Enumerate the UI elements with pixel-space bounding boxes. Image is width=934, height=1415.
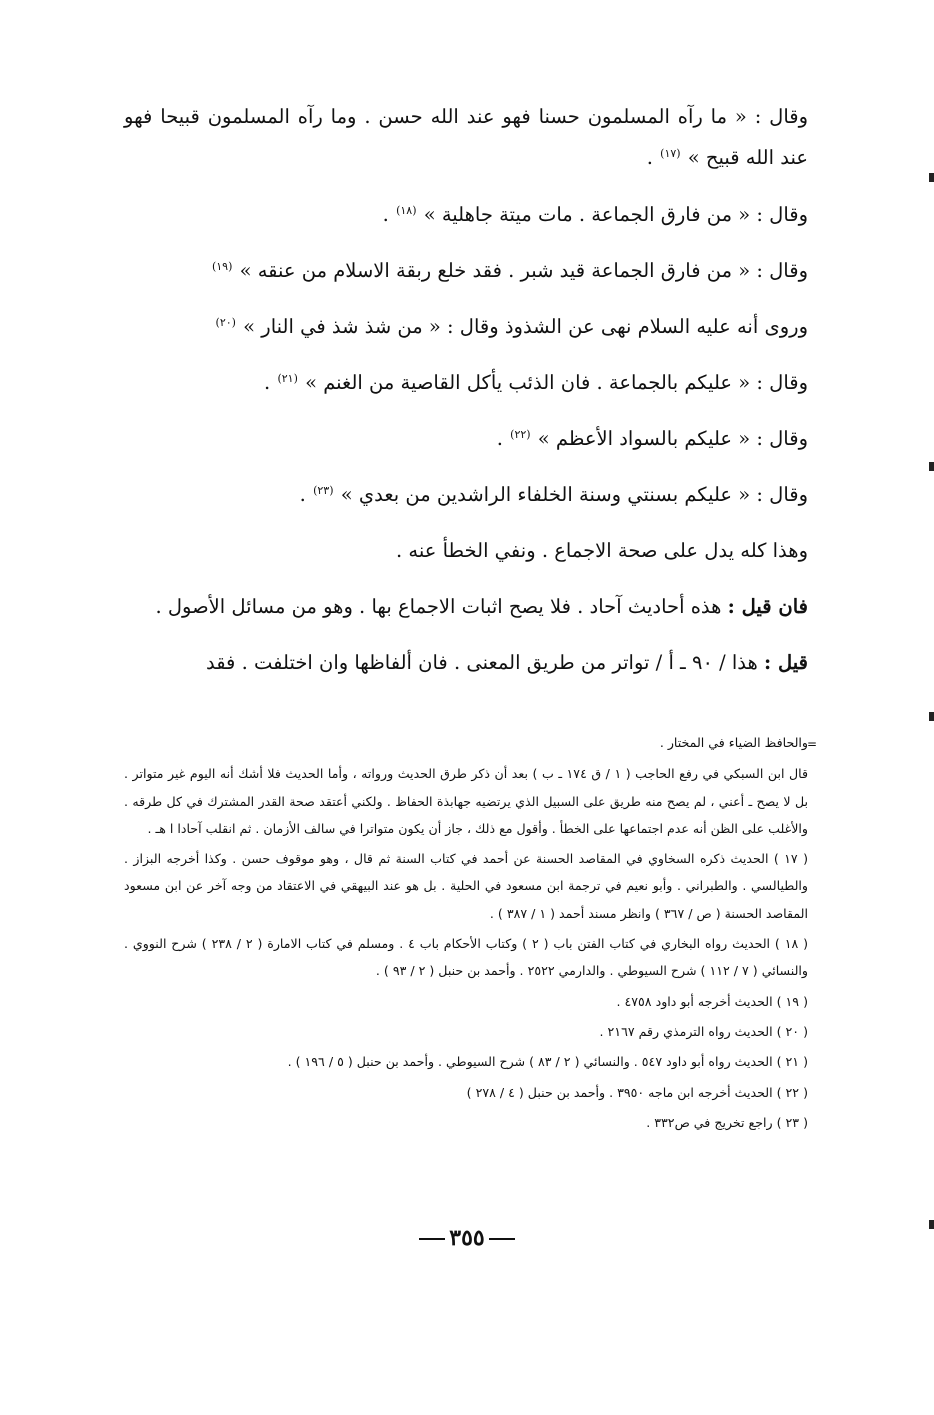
footnote-ref-22[interactable]: (٢٢) (510, 427, 531, 441)
paragraph-hadith-18: وقال : « من فارق الجماعة . مات ميتة جاهلية » $^{(١٨)}$ . (382, 203, 808, 226)
reply-keyword: قيل : (764, 651, 808, 674)
footnote-subki: قال ابن السبكي في رفع الحاجب ( ١ / ق ١٧٤ ـ ب ) بعد أن ذكر طرق الحديث ورواته ، وأما الحديث فلا أشك أنه اليوم غير متواتر . بل لا يصح ـ أعني ، لم يصح منه طريق على السبيل الذي يرتضيه جهابذة الحفاظ . ولكني أعتقد صحة القدر المشترك في كل طرقه . والأغلب على الظن أنه عدم اجتماعها على الخطأ . وأقول مع ذلك ، جاز أن يكون متواترا في سالف الأزمان . ثم انقلب آحادا ا هـ . (124, 766, 808, 836)
footnotes-section (124, 729, 808, 1139)
footnote-ref-18[interactable]: (١٨) (396, 203, 417, 217)
footnote-22: ( ٢٢ ) الحديث أخرجه ابن ماجه ٣٩٥٠ . وأحمد بن حنبل ( ٤ / ٢٧٨ ) (466, 1084, 808, 1100)
objection-keyword: فان قيل : (727, 595, 808, 618)
footnote-ref-23[interactable]: (٢٣) (313, 483, 334, 497)
scan-edge-mark (929, 1220, 934, 1229)
footnote-continuation: والحافظ الضياء في المختار . (659, 735, 808, 750)
footnote-ref-17[interactable]: (١٧) (660, 146, 681, 160)
footnote-17: ( ١٧ ) الحديث ذكره السخاوي في المقاصد الحسنة عن أحمد في كتاب السنة ثم قال ، وهو موقوف حسن . وكذا أخرجه البزاز . والطيالسي . والطبراني . وأبو نعيم في ترجمة ابن مسعود في الحلية . بل هو عند البيهقي في الاعتقاد من وجه آخر عن ابن مسعود المقاصد الحسنة ( ص / ٣٦٧ ) وانظر مسند أحمد ( ١ / ٣٨٧ ) . (124, 851, 808, 921)
footnote-18: ( ١٨ ) الحديث رواه البخاري في كتاب الفتن باب ( ٢ ) وكتاب الأحكام باب ٤ . ومسلم في كتاب الامارة ( ٢ / ٢٣٨ ) شرح النووي . والنسائي ( ٧ / ١١٢ ) شرح السيوطي . والدارمي ٢٥٢٢ . وأحمد بن حنبل ( ٢ / ٩٣ ) . (124, 936, 808, 979)
scan-edge-mark (929, 173, 934, 182)
footnote-20: ( ٢٠ ) الحديث رواه الترمذي رقم ٢١٦٧ . (599, 1023, 808, 1039)
footnote-ref-20[interactable]: (٢٠) (215, 315, 236, 329)
footnote-continuation-mark: = (806, 737, 817, 751)
paragraph-hadith-19: وقال : « من فارق الجماعة قيد شبر . فقد خلع ربقة الاسلام من عنقه » $^{(١٩)}$ (211, 259, 808, 282)
footnote-21: ( ٢١ ) الحديث رواه أبو داود ٥٤٧ . والنسائي ( ٢ / ٨٣ ) شرح السيوطي . وأحمد بن حنبل ( ٥ / ١٩٦ ) . (287, 1054, 808, 1070)
paragraph-hadith-23: وقال : « عليكم بسنتي وسنة الخلفاء الراشدين من بعدي » $^{(٢٣)}$ . (299, 483, 808, 506)
footnote-ref-21[interactable]: (٢١) (277, 371, 298, 385)
page-number-dash-left (489, 1238, 515, 1240)
scan-edge-mark (929, 462, 934, 471)
scan-edge-mark (929, 712, 934, 721)
paragraph-reply: قيل : هذا / ٩٠ ـ أ / تواتر من طريق المعنى . فان ألفاظها وان اختلفت . فقد (205, 651, 808, 674)
footnote-23: ( ٢٣ ) راجع تخريج في ص٣٣٢ . (646, 1114, 808, 1130)
footnote-19: ( ١٩ ) الحديث أخرجه أبو داود ٤٧٥٨ . (616, 993, 808, 1009)
page-number-dash-right (419, 1238, 445, 1240)
paragraph-hadith-20: وروى أنه عليه السلام نهى عن الشذوذ وقال : « من شذ شذ في النار » $^{(٢٠)}$ (215, 315, 808, 338)
paragraph-hadith-22: وقال : « عليكم بالسواد الأعظم » $^{(٢٢)}$ . (496, 427, 808, 450)
paragraph-conclusion: وهذا كله يدل على صحة الاجماع . ونفي الخطأ عنه . (396, 539, 808, 562)
footnote-ref-19[interactable]: (١٩) (211, 259, 233, 273)
paragraph-hadith-21: وقال : « عليكم بالجماعة . فان الذئب يأكل القاصية من الغنم » $^{(٢١)}$ . (264, 371, 808, 394)
page-number: ٣٥٥ (0, 1225, 934, 1251)
paragraph-objection: فان قيل : هذه أحاديث آحاد . فلا يصح اثبات الاجماع بها . وهو من مسائل الأصول . (155, 595, 808, 618)
main-text (124, 96, 808, 698)
paragraph-hadith-17: وقال : « ما رآه المسلمون حسنا فهو عند الله حسن . وما رآه المسلمون قبيحا فهو عند الله قبيح » $^{(١٧)}$ . (124, 105, 808, 169)
